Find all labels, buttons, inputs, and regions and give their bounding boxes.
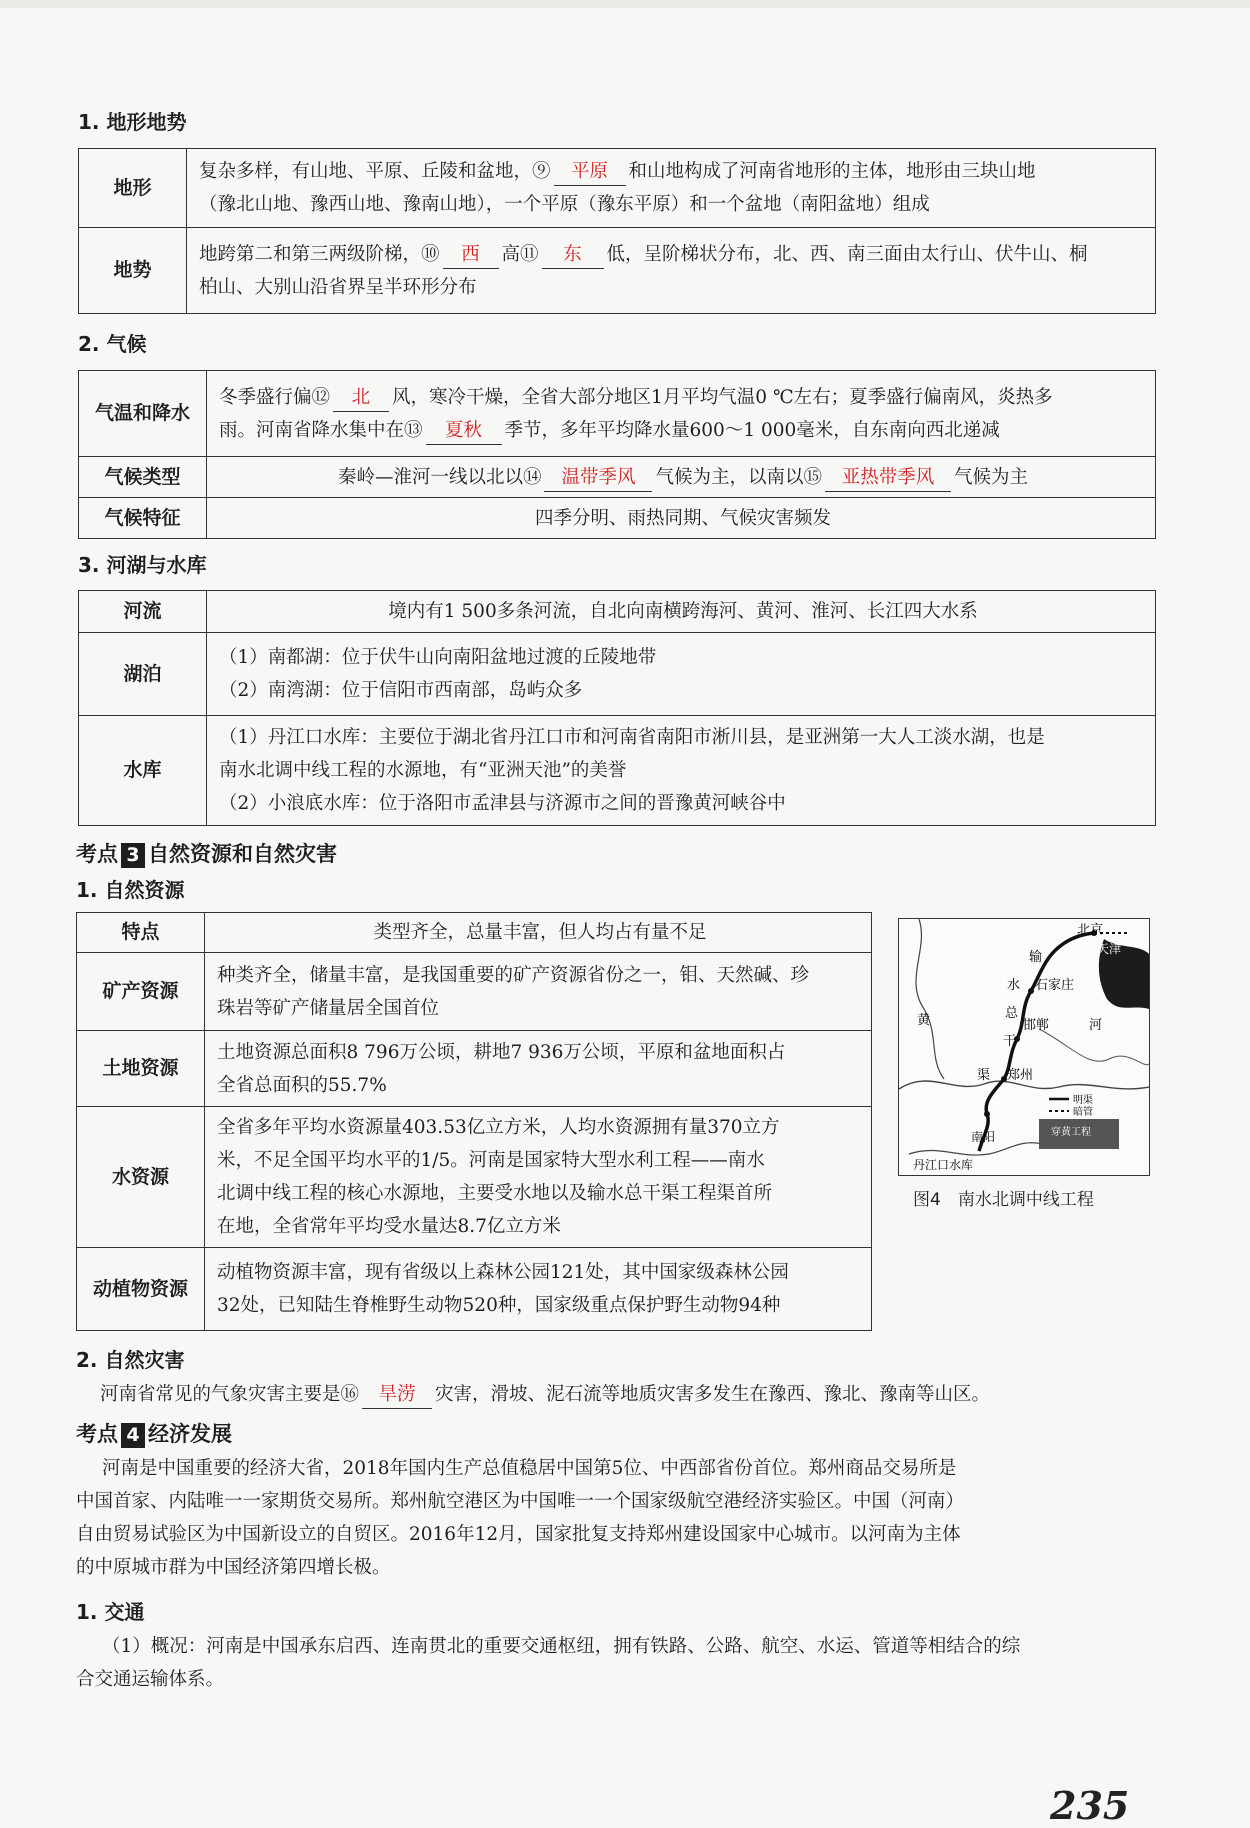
row-label: 特点 [77, 913, 205, 953]
lakes-text: （1）南都湖：位于伏牛山向南阳盆地过渡的丘陵地带 （2）南湾湖：位于信阳市西南部，岛屿众多 [207, 633, 1156, 716]
row-label: 地势 [79, 228, 187, 314]
map-label-beijing: 北京 [1077, 923, 1104, 938]
map-label-tianjin: 天津 [1097, 942, 1122, 956]
section-heading-climate: 2. 气候 [78, 332, 147, 356]
land-text: 土地资源总面积8 796万公顷，耕地7 936万公顷，平原和盆地面积占 全省总面积的55.7% [205, 1031, 872, 1107]
row-label: 气温和降水 [79, 371, 207, 457]
table-row [79, 633, 1156, 716]
kaodian-number-badge: 4 [121, 1423, 145, 1448]
map-label-huang: 黄 [917, 1013, 931, 1028]
table-row [79, 228, 1156, 314]
map-label-nanyang: 南阳 [971, 1130, 996, 1144]
table-row [77, 1248, 872, 1331]
map-label-shu: 输 [1029, 950, 1043, 965]
south-north-water-map [898, 918, 1150, 1176]
legend-label: 穿黄工程 [1051, 1127, 1091, 1138]
page-number: 235 [1050, 1783, 1130, 1828]
map-label-he: 河 [1089, 1018, 1103, 1033]
section-heading-rivers: 3. 河湖与水库 [78, 553, 207, 577]
answer-blank-12: 北 [333, 385, 389, 412]
economy-paragraph: 河南是中国重要的经济大省，2018年国内生产总值稳居中国第5位、中西部省份首位。郑州商品交易所是 中国首家、内陆唯一一家期货交易所。郑州航空港区为中国唯一一个国家级航空港经济实验区。中国（河南） 自由贸易试验区为中国新设立的自贸区。2016年12月，国家批复支持郑州建设国家中心城市。以河南为主体 的中原城市群为中国经济第四增长极。 [76, 1458, 965, 1578]
table-row [79, 371, 1156, 457]
terrain-elevation-text: 地跨第二和第三两级阶梯，⑩ 西 高⑪ 东 低，呈阶梯状分布，北、西、南三面由太行山、伏牛山、桐 柏山、大别山沿省界呈半环形分布 [187, 228, 1156, 314]
map-label-zhengzhou: 郑州 [1007, 1068, 1034, 1083]
climate-type-text: 秦岭—淮河一线以北以⑭ 温带季风 气候为主，以南以⑮ 亚热带季风 气候为主 [207, 457, 1156, 498]
table-row [77, 953, 872, 1031]
table-row [79, 498, 1156, 539]
map-label-qu: 渠 [977, 1068, 991, 1083]
map-city-dot [1028, 988, 1034, 994]
answer-blank-10: 西 [443, 242, 499, 269]
map-label-handan: 邯郸 [1023, 1018, 1050, 1033]
map-label-gan: 干 [1003, 1034, 1017, 1049]
row-label: 矿产资源 [77, 953, 205, 1031]
terrain-table [78, 148, 1156, 314]
top-edge [0, 0, 1250, 8]
map-city-dot [984, 1111, 990, 1117]
answer-blank-11: 东 [542, 242, 604, 269]
map-label-shui: 水 [1007, 978, 1021, 993]
row-label: 水资源 [77, 1107, 205, 1248]
table-row [79, 591, 1156, 633]
table-row [77, 913, 872, 953]
section-heading-transport: 1. 交通 [76, 1600, 145, 1624]
disasters-paragraph: 河南省常见的气象灾害主要是⑯ 旱涝 灾害，滑坡、泥石流等地质灾害多发生在豫西、豫北、豫南等山区。 [100, 1378, 1170, 1411]
table-row [77, 1107, 872, 1248]
map-label-danjiangkou: 丹江口水库 [913, 1158, 974, 1172]
row-label: 气候特征 [79, 498, 207, 539]
resources-table [76, 912, 872, 1331]
climate-table [78, 370, 1156, 539]
table-row [77, 1031, 872, 1107]
kaodian-3-heading: 考点 3 自然资源和自然灾害 [76, 842, 337, 866]
kaodian-number-badge: 3 [121, 843, 145, 868]
answer-blank-13: 夏秋 [426, 418, 502, 445]
rivers-text: 境内有1 500多条河流，自北向南横跨海河、黄河、淮河、长江四大水系 [207, 591, 1156, 633]
answer-blank-9: 平原 [554, 159, 626, 186]
table-row [79, 457, 1156, 498]
answer-blank-16: 旱涝 [362, 1382, 432, 1409]
row-label: 湖泊 [79, 633, 207, 716]
row-label: 动植物资源 [77, 1248, 205, 1331]
table-row [79, 149, 1156, 228]
section-heading-disasters: 2. 自然灾害 [76, 1348, 185, 1372]
answer-blank-14: 温带季风 [544, 465, 652, 492]
transport-paragraph: （1）概况：河南是中国承东启西、连南贯北的重要交通枢纽，拥有铁路、公路、航空、水运、管道等相结合的综 合交通运输体系。 [76, 1636, 1021, 1690]
map-label-zong: 总 [1005, 1006, 1019, 1021]
terrain-landform-text: 复杂多样，有山地、平原、丘陵和盆地，⑨ 平原 和山地构成了河南省地形的主体，地形由三块山地 （豫北山地、豫西山地、豫南山地），一个平原（豫东平原）和一个盆地（南阳盆地）组成 [187, 149, 1156, 228]
row-label: 气候类型 [79, 457, 207, 498]
row-label: 河流 [79, 591, 207, 633]
resources-feature-text: 类型齐全，总量丰富，但人均占有量不足 [205, 913, 872, 953]
figure-caption: 图4 南水北调中线工程 [913, 1190, 1094, 1210]
climate-temperature-text: 冬季盛行偏⑫ 北 风，寒冷干燥，全省大部分地区1月平均气温0 ℃左右；夏季盛行偏南风，炎热多 雨。河南省降水集中在⑬ 夏秋 季节，多年平均降水量600～1 000毫米，自东南向西北递减 [207, 371, 1156, 457]
row-label: 地形 [79, 149, 187, 228]
row-label: 水库 [79, 716, 207, 826]
row-label: 土地资源 [77, 1031, 205, 1107]
legend-label: 明渠 [1073, 1095, 1093, 1106]
mineral-text: 种类齐全，储量丰富，是我国重要的矿产资源省份之一，钼、天然碱、珍 珠岩等矿产储量居全国首位 [205, 953, 872, 1031]
water-text: 全省多年平均水资源量403.53亿立方米，人均水资源拥有量370立方 米，不足全国平均水平的1/5。河南是国家特大型水利工程——南水 北调中线工程的核心水源地，主要受水地以及输水总干渠工程渠首所 在地，全省常年平均受水量达8.7亿立方米 [205, 1107, 872, 1248]
climate-feature-text: 四季分明、雨热同期、气候灾害频发 [207, 498, 1156, 539]
section-heading-resources: 1. 自然资源 [76, 878, 185, 902]
wildlife-text: 动植物资源丰富，现有省级以上森林公园121处，其中国家级森林公园 32处，已知陆生脊椎野生动物520种，国家级重点保护野生动物94种 [205, 1248, 872, 1331]
rivers-table [78, 590, 1156, 826]
answer-blank-15: 亚热带季风 [825, 465, 951, 492]
table-row [79, 716, 1156, 826]
map-label-shijiazhuang: 石家庄 [1035, 978, 1075, 993]
map-graphic [899, 919, 1149, 1175]
legend-label: 暗管 [1073, 1107, 1093, 1118]
kaodian-4-heading: 考点 4 经济发展 [76, 1422, 232, 1446]
section-heading-terrain: 1. 地形地势 [78, 110, 187, 134]
reservoir-text: （1）丹江口水库：主要位于湖北省丹江口市和河南省南阳市淅川县，是亚洲第一大人工淡水湖，也是 南水北调中线工程的水源地，有“亚洲天池”的美誉 （2）小浪底水库：位于洛阳市孟津县与济源市之间的晋豫黄河峡谷中 [207, 716, 1156, 826]
